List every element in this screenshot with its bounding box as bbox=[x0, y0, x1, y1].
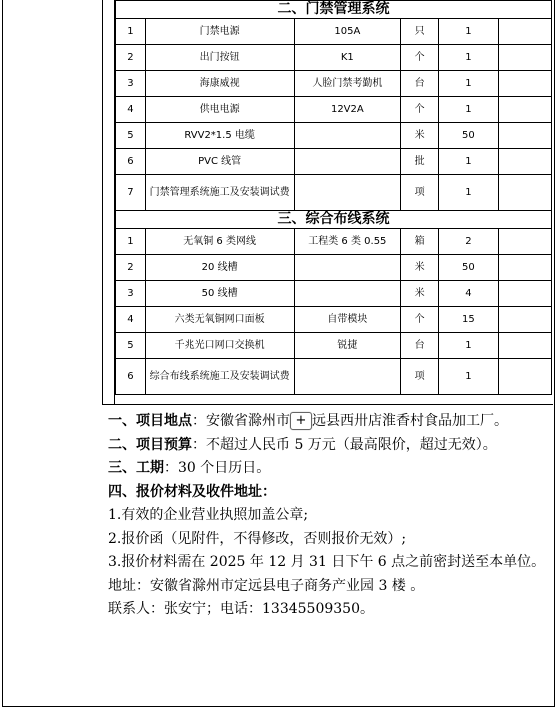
cell-unit: 米 bbox=[401, 255, 439, 281]
cell-blank bbox=[498, 359, 551, 395]
cell-name: 出门按钮 bbox=[145, 45, 294, 71]
cell-spec bbox=[294, 281, 401, 307]
cell-qty: 1 bbox=[439, 19, 499, 45]
cell-blank bbox=[498, 333, 551, 359]
materials-item-2: 2.报价函（见附件，不得修改，否则报价无效）; bbox=[108, 530, 407, 547]
cell-qty: 1 bbox=[439, 333, 499, 359]
expand-plus-button[interactable]: + bbox=[290, 412, 312, 430]
cell-blank bbox=[498, 97, 551, 123]
cell-unit: 只 bbox=[401, 19, 439, 45]
cell-qty: 1 bbox=[439, 149, 499, 175]
materials-heading: 四、报价材料及收件地址： bbox=[108, 483, 276, 500]
cell-blank bbox=[498, 307, 551, 333]
left-blank-column bbox=[2, 0, 103, 404]
cell-name: 综合布线系统施工及安装调试费 bbox=[145, 359, 294, 395]
cell-name: 供电电源 bbox=[145, 97, 294, 123]
equipment-table bbox=[115, 0, 552, 395]
table-row bbox=[116, 307, 552, 333]
cell-qty: 1 bbox=[439, 359, 499, 395]
cell-spec: 12V2A bbox=[294, 97, 401, 123]
cell-unit: 项 bbox=[401, 175, 439, 211]
cell-spec bbox=[294, 359, 401, 395]
cell-blank bbox=[498, 255, 551, 281]
materials-item-1: 1.有效的企业营业执照加盖公章; bbox=[108, 507, 309, 523]
table-row bbox=[116, 45, 552, 71]
section-divider bbox=[102, 404, 553, 405]
cell-blank bbox=[498, 45, 551, 71]
cell-name: PVC 线管 bbox=[145, 149, 294, 175]
cell-name: 门禁电源 bbox=[145, 19, 294, 45]
cell-qty: 15 bbox=[439, 307, 499, 333]
cell-blank bbox=[498, 71, 551, 97]
cell-blank bbox=[498, 229, 551, 255]
period-text: ：30 个日历日。 bbox=[164, 460, 271, 476]
section-2-title: 二、门禁管理系统 bbox=[116, 1, 552, 19]
budget-text: ：不超过人民币 5 万元（最高限价，超过无效）。 bbox=[192, 436, 497, 453]
cell-unit: 米 bbox=[401, 281, 439, 307]
cell-spec bbox=[294, 123, 401, 149]
cell-spec: 工程类 6 类 0.55 bbox=[294, 229, 401, 255]
cell-spec bbox=[294, 149, 401, 175]
cell-unit: 米 bbox=[401, 123, 439, 149]
cell-unit: 个 bbox=[401, 45, 439, 71]
table-row bbox=[116, 175, 552, 211]
cell-spec bbox=[294, 255, 401, 281]
cell-spec bbox=[294, 175, 401, 211]
cell-spec: 自带模块 bbox=[294, 307, 401, 333]
cell-no: 4 bbox=[116, 97, 146, 123]
cell-unit: 个 bbox=[401, 307, 439, 333]
cell-qty: 1 bbox=[439, 71, 499, 97]
cell-no: 2 bbox=[116, 255, 146, 281]
table-row bbox=[116, 281, 552, 307]
cell-no: 2 bbox=[116, 45, 146, 71]
cell-name: 20 线槽 bbox=[145, 255, 294, 281]
project-notes bbox=[108, 410, 548, 622]
table-row bbox=[116, 255, 552, 281]
materials-item-3: 3.报价材料需在 2025 年 12 月 31 日下午 6 点之前密封送至本单位。 bbox=[108, 554, 546, 570]
table-row bbox=[116, 123, 552, 149]
cell-no: 3 bbox=[116, 71, 146, 97]
table-row bbox=[116, 71, 552, 97]
cell-no: 7 bbox=[116, 175, 146, 211]
cell-spec: K1 bbox=[294, 45, 401, 71]
cell-no: 1 bbox=[116, 19, 146, 45]
location-post: 远县西卅店淮香村食品加工厂。 bbox=[312, 413, 508, 429]
cell-spec: 105A bbox=[294, 19, 401, 45]
cell-qty: 4 bbox=[439, 281, 499, 307]
cell-qty: 1 bbox=[439, 97, 499, 123]
table-row bbox=[116, 359, 552, 395]
cell-name: 无氧铜 6 类网线 bbox=[145, 229, 294, 255]
cell-unit: 项 bbox=[401, 359, 439, 395]
cell-name: RVV2*1.5 电缆 bbox=[145, 123, 294, 149]
address-line: 地址：安徽省滁州市定远县电子商务产业园 3 楼 。 bbox=[108, 577, 425, 594]
cell-unit: 个 bbox=[401, 97, 439, 123]
cell-spec: 锐捷 bbox=[294, 333, 401, 359]
cell-blank bbox=[498, 149, 551, 175]
cell-qty: 50 bbox=[439, 255, 499, 281]
cell-no: 5 bbox=[116, 123, 146, 149]
equipment-table-area bbox=[114, 0, 552, 404]
period-label: 三、工期 bbox=[108, 460, 164, 476]
cell-no: 6 bbox=[116, 359, 146, 395]
table-row bbox=[116, 19, 552, 45]
table-row bbox=[116, 229, 552, 255]
cell-no: 3 bbox=[116, 281, 146, 307]
period-line bbox=[108, 457, 548, 481]
table-row bbox=[116, 97, 552, 123]
cell-unit: 台 bbox=[401, 71, 439, 97]
section-3-title: 三、综合布线系统 bbox=[116, 211, 552, 229]
cell-name: 海康威视 bbox=[145, 71, 294, 97]
cell-name: 六类无氧铜网口面板 bbox=[145, 307, 294, 333]
cell-qty: 2 bbox=[439, 229, 499, 255]
budget-label: 二、项目预算 bbox=[108, 436, 192, 453]
cell-qty: 1 bbox=[439, 45, 499, 71]
cell-spec: 人脸门禁考勤机 bbox=[294, 71, 401, 97]
location-line bbox=[108, 410, 548, 434]
cell-blank bbox=[498, 123, 551, 149]
table-row bbox=[116, 333, 552, 359]
cell-no: 1 bbox=[116, 229, 146, 255]
cell-blank bbox=[498, 19, 551, 45]
cell-no: 4 bbox=[116, 307, 146, 333]
cell-unit: 台 bbox=[401, 333, 439, 359]
cell-blank bbox=[498, 281, 551, 307]
cell-name: 千兆光口网口交换机 bbox=[145, 333, 294, 359]
budget-line bbox=[108, 434, 548, 458]
location-pre: ：安徽省滁州市 bbox=[192, 413, 290, 429]
cell-unit: 批 bbox=[401, 149, 439, 175]
contact-line: 联系人：张安宁；电话：13345509350。 bbox=[108, 601, 374, 617]
cell-blank bbox=[498, 175, 551, 211]
cell-no: 6 bbox=[116, 149, 146, 175]
cell-qty: 50 bbox=[439, 123, 499, 149]
cell-unit: 箱 bbox=[401, 229, 439, 255]
cell-qty: 1 bbox=[439, 175, 499, 211]
cell-name: 50 线槽 bbox=[145, 281, 294, 307]
table-row bbox=[116, 149, 552, 175]
location-label: 一、项目地点 bbox=[108, 413, 192, 429]
cell-name: 门禁管理系统施工及安装调试费 bbox=[145, 175, 294, 211]
cell-no: 5 bbox=[116, 333, 146, 359]
